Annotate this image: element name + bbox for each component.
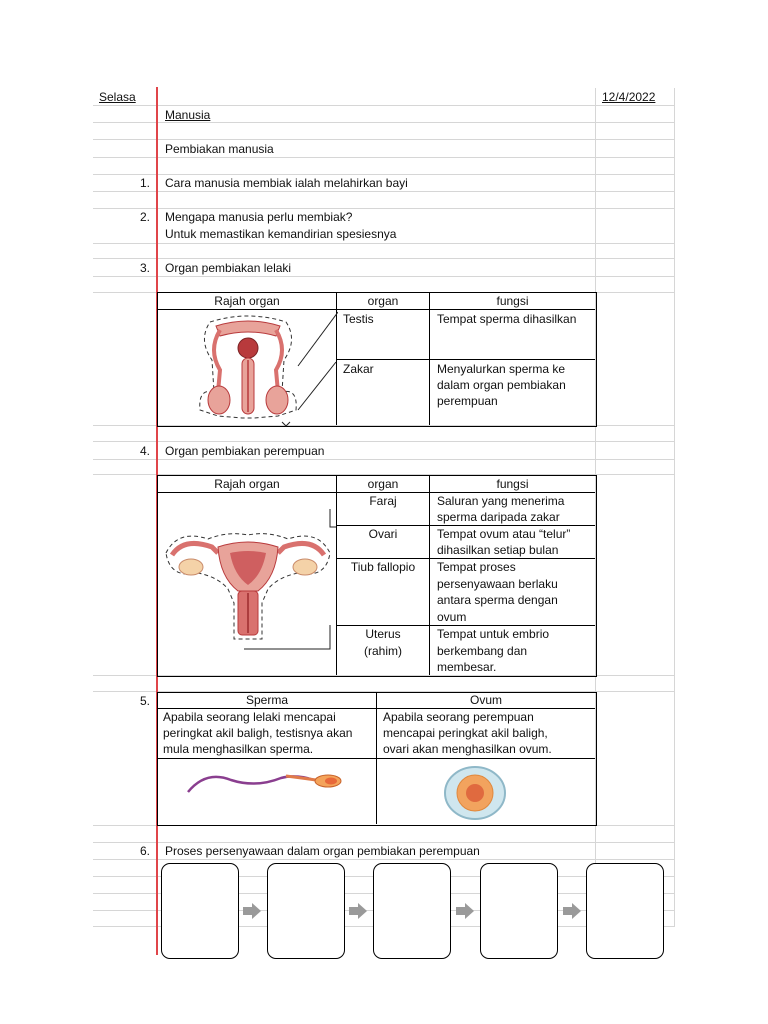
- fungsi-line: Tempat sperma dihasilkan: [437, 312, 577, 326]
- header-day: Selasa: [99, 90, 136, 104]
- table-header: Sperma: [245, 693, 289, 707]
- grid-line: [93, 459, 675, 460]
- arrow-right-icon: [348, 902, 368, 920]
- fungsi-line: antara sperma dengan: [437, 593, 558, 607]
- table-header: organ: [367, 294, 399, 308]
- arrow-right-icon: [455, 902, 475, 920]
- table-header: Rajah organ: [214, 294, 280, 308]
- question-number: 4.: [139, 444, 150, 458]
- q2-answer: Untuk memastikan kemandirian spesiesnya: [165, 227, 397, 241]
- fungsi-line: persenyawaan berlaku: [437, 577, 558, 591]
- ovum-text-line: ovari akan menghasilkan ovum.: [383, 742, 552, 756]
- organ-ovari: Ovari: [368, 527, 398, 541]
- fungsi-line: dihasilkan setiap bulan: [437, 543, 559, 557]
- flow-step-box-1[interactable]: [161, 863, 239, 959]
- flow-step-box-4[interactable]: [480, 863, 558, 959]
- fungsi-line: berkembang dan: [437, 644, 528, 658]
- question-number: 2.: [139, 210, 150, 224]
- grid-line: [93, 139, 675, 140]
- organ-faraj: Faraj: [369, 494, 397, 508]
- arrow-right-icon: [242, 902, 262, 920]
- fungsi-line: Menyalurkan sperma ke: [437, 362, 566, 376]
- q6-heading: Proses persenyawaan dalam organ pembiakan perempuan: [165, 844, 480, 858]
- sperm-illustration: [186, 766, 346, 796]
- organ-zakar: Zakar: [343, 362, 374, 376]
- grid-line: [93, 859, 675, 860]
- table-header: organ: [367, 477, 399, 491]
- table-header: fungsi: [496, 477, 529, 491]
- sperma-text-line: peringkat akil baligh, testisnya akan: [163, 726, 353, 740]
- organ-uterus: Uterus: [365, 627, 401, 641]
- subtitle: Pembiakan manusia: [165, 142, 274, 156]
- fungsi-line: Tempat untuk embrio: [437, 627, 550, 641]
- fungsi-line: Tempat proses: [437, 560, 516, 574]
- question-number: 5.: [139, 694, 150, 708]
- q4-heading: Organ pembiakan perempuan: [165, 444, 325, 458]
- grid-line: [93, 276, 675, 277]
- sperma-text-line: Apabila seorang lelaki mencapai: [163, 710, 336, 724]
- fungsi-line: sperma daripada zakar: [437, 510, 560, 524]
- question-number: 3.: [139, 261, 150, 275]
- grid-column-line: [674, 88, 675, 926]
- table-header: Rajah organ: [214, 477, 280, 491]
- table-header: Ovum: [469, 693, 502, 707]
- page-title: Manusia: [165, 108, 211, 122]
- fungsi-line: perempuan: [437, 394, 498, 408]
- ovum-illustration: [443, 765, 507, 821]
- header-date: 12/4/2022: [602, 90, 656, 104]
- fungsi-line: Saluran yang menerima: [437, 494, 565, 508]
- flow-step-box-2[interactable]: [267, 863, 345, 959]
- sperma-text-line: mula menghasilkan sperma.: [163, 742, 314, 756]
- arrow-right-icon: [562, 902, 582, 920]
- question-number: 6.: [139, 844, 150, 858]
- grid-line: [93, 441, 675, 442]
- organ-tiub-fallopio: Tiub fallopio: [350, 560, 416, 574]
- fungsi-line: ovum: [437, 610, 467, 624]
- q3-heading: Organ pembiakan lelaki: [165, 261, 292, 275]
- ovum-text-line: Apabila seorang perempuan: [383, 710, 534, 724]
- organ-uterus-alt: (rahim): [364, 644, 402, 658]
- q1-text: Cara manusia membiak ialah melahirkan bayi: [165, 176, 408, 190]
- q2-question: Mengapa manusia perlu membiak?: [165, 210, 353, 224]
- organ-testis: Testis: [343, 312, 374, 326]
- grid-line: [93, 191, 675, 192]
- ovum-text-line: mencapai peringkat akil baligh,: [383, 726, 548, 740]
- grid-line: [93, 157, 675, 158]
- flow-step-box-5[interactable]: [586, 863, 664, 959]
- question-number: 1.: [139, 176, 150, 190]
- table-header: fungsi: [496, 294, 529, 308]
- grid-line: [93, 258, 675, 259]
- female-reproductive-diagram: [158, 493, 336, 663]
- fungsi-line: membesar.: [437, 660, 497, 674]
- fungsi-line: Tempat ovum atau “telur”: [437, 527, 571, 541]
- grid-line: [93, 243, 675, 244]
- fungsi-line: dalam organ pembiakan: [437, 378, 566, 392]
- flow-step-box-3[interactable]: [373, 863, 451, 959]
- male-reproductive-diagram: [158, 310, 338, 428]
- grid-line: [93, 105, 675, 106]
